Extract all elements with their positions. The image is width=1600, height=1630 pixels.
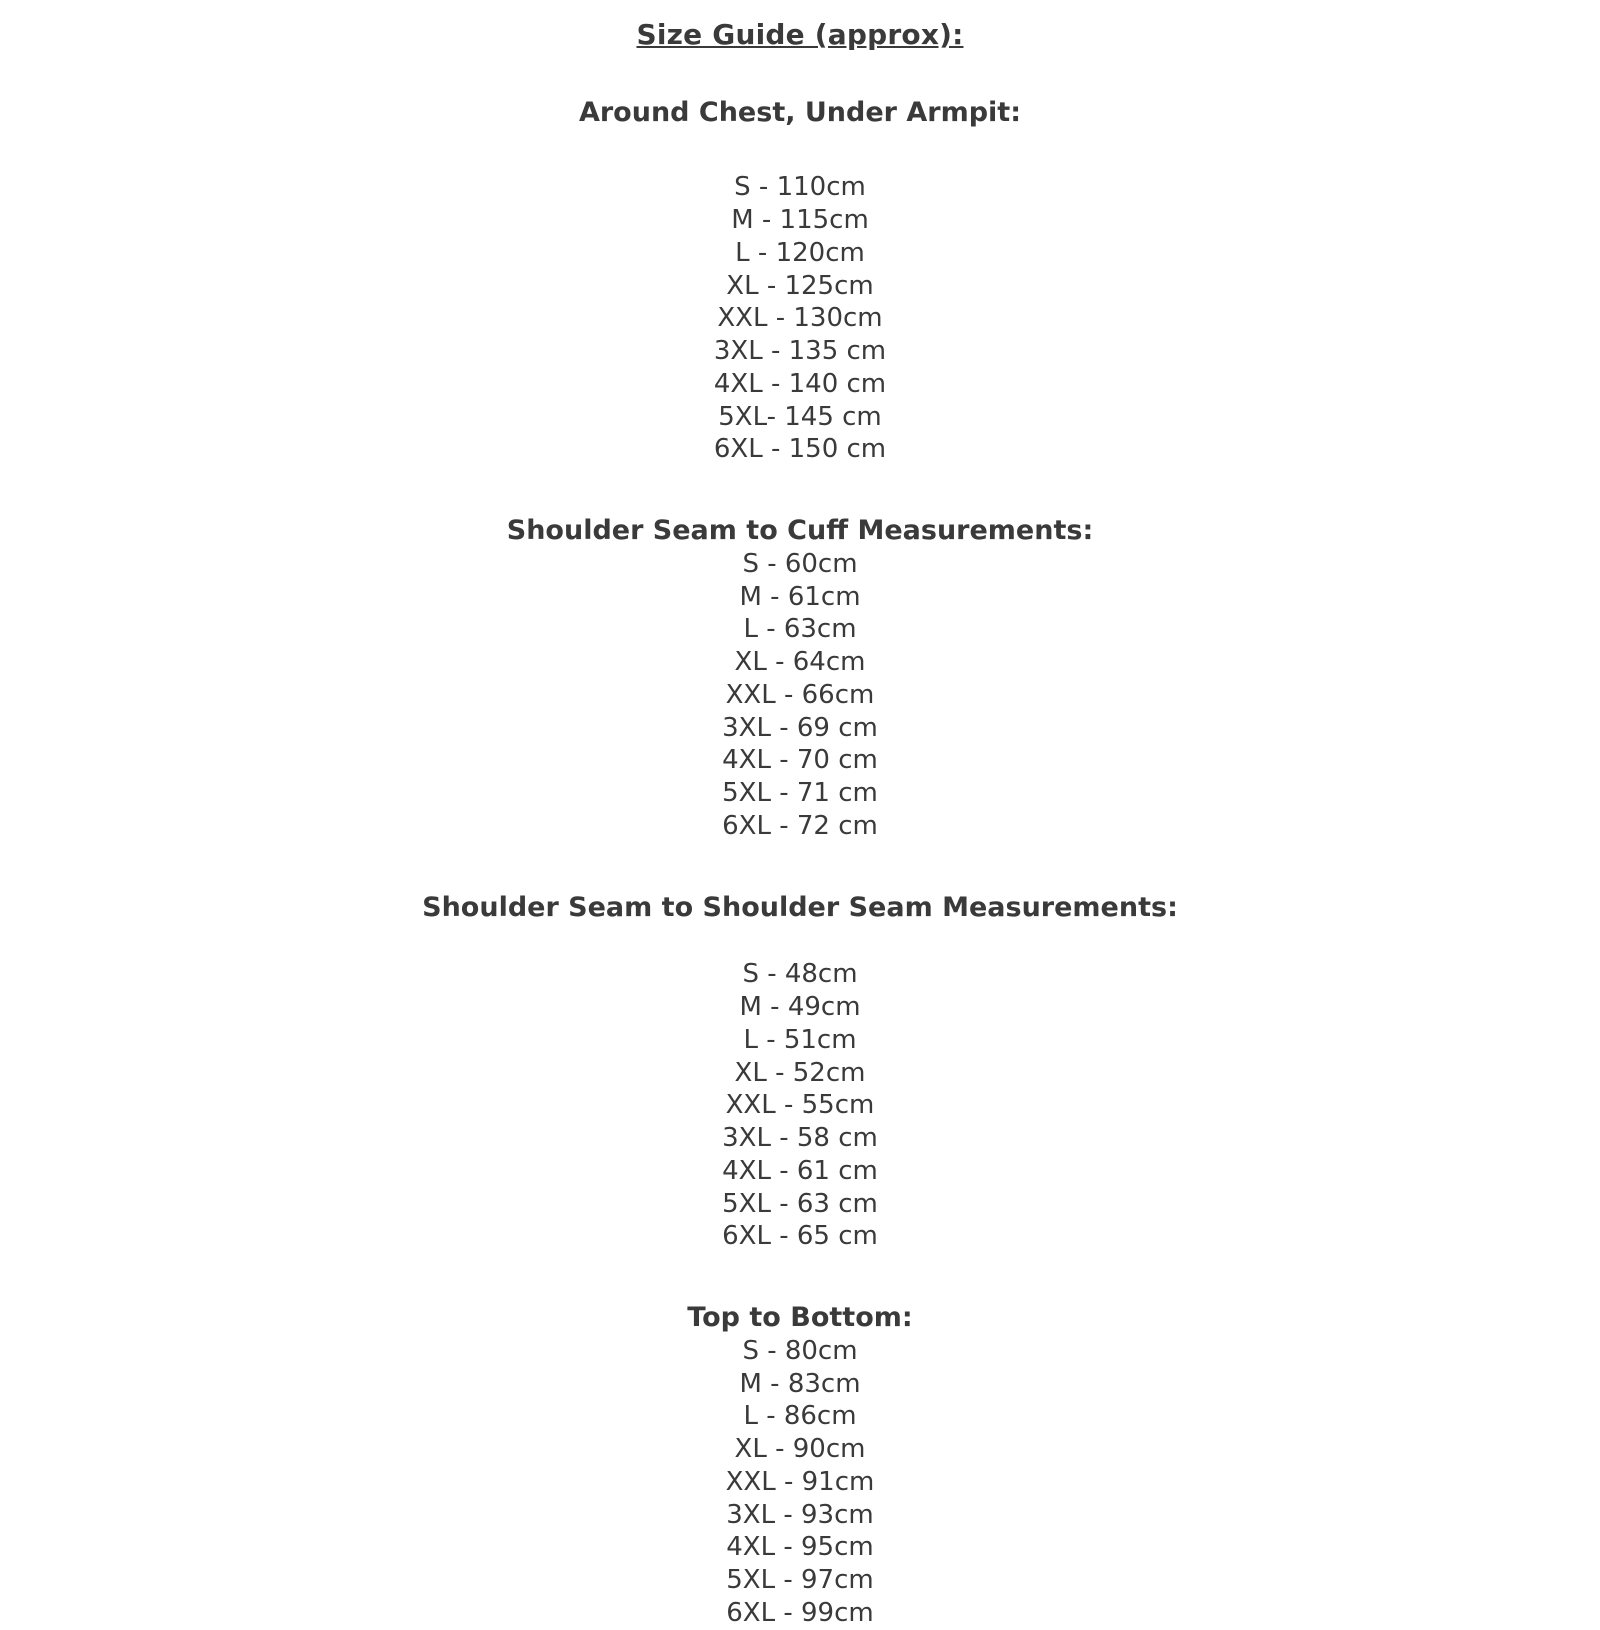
list-item: 3XL - 135 cm (713, 336, 887, 367)
list-item: XXL - 66cm (725, 679, 875, 710)
list-item: 4XL - 95cm (726, 1532, 874, 1563)
list-item: XXL - 91cm (725, 1466, 875, 1497)
list-item: M - 115cm (731, 205, 869, 236)
list-item: 5XL - 71 cm (722, 778, 878, 809)
list-item: S - 110cm (734, 172, 866, 203)
list-item: M - 61cm (739, 581, 861, 612)
section-heading: Top to Bottom: (687, 1302, 913, 1334)
list-item: 3XL - 93cm (726, 1499, 874, 1530)
list-item: M - 49cm (739, 992, 861, 1023)
list-item: S - 80cm (742, 1335, 858, 1366)
list-item: L - 120cm (735, 237, 865, 268)
measurement-list (0, 548, 1600, 843)
list-item: 6XL - 99cm (726, 1597, 874, 1628)
measurement-list (0, 1335, 1600, 1630)
list-item: XXL - 55cm (725, 1090, 875, 1121)
list-item: 3XL - 69 cm (722, 712, 878, 743)
section-top-to-bottom (0, 1301, 1600, 1630)
section-heading: Shoulder Seam to Shoulder Seam Measurements: (422, 891, 1178, 923)
list-item: 4XL - 140 cm (713, 368, 887, 399)
list-item: 6XL - 150 cm (713, 434, 887, 465)
measurement-list (0, 958, 1600, 1253)
list-item: L - 63cm (743, 614, 857, 645)
list-item: M - 83cm (739, 1368, 861, 1399)
section-shoulder-to-shoulder (0, 891, 1600, 1254)
list-item: 5XL - 97cm (726, 1565, 874, 1596)
list-item: XL - 125cm (726, 270, 874, 301)
list-item: 3XL - 58 cm (722, 1123, 878, 1154)
section-chest (0, 96, 1600, 467)
list-item: 4XL - 70 cm (722, 745, 878, 776)
list-item: 6XL - 65 cm (722, 1221, 878, 1252)
list-item: 5XL - 63 cm (722, 1188, 878, 1219)
list-item: S - 48cm (742, 959, 858, 990)
list-item: XL - 64cm (734, 647, 866, 678)
page-title: Size Guide (approx): (636, 18, 964, 51)
list-item: L - 86cm (743, 1401, 857, 1432)
list-item: S - 60cm (742, 548, 858, 579)
list-item: XL - 52cm (734, 1057, 866, 1088)
list-item: XL - 90cm (734, 1434, 866, 1465)
list-item: 5XL- 145 cm (718, 401, 882, 432)
list-item: XXL - 130cm (717, 303, 883, 334)
measurement-list (0, 171, 1600, 466)
list-item: L - 51cm (743, 1024, 857, 1055)
list-item: 6XL - 72 cm (722, 810, 878, 841)
section-shoulder-to-cuff (0, 514, 1600, 843)
list-item: 4XL - 61 cm (722, 1155, 878, 1186)
section-heading: Around Chest, Under Armpit: (578, 96, 1022, 128)
section-heading: Shoulder Seam to Cuff Measurements: (506, 515, 1094, 547)
